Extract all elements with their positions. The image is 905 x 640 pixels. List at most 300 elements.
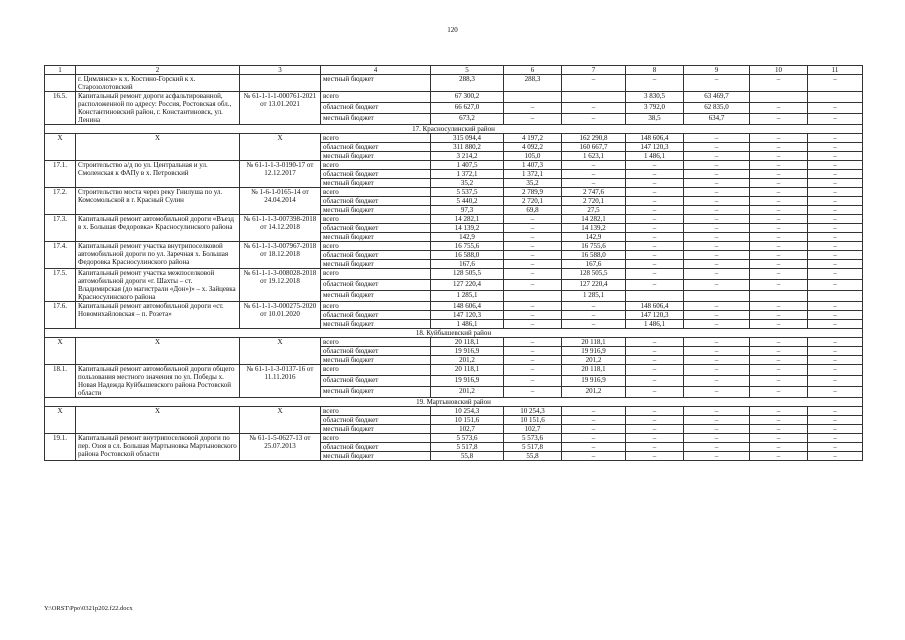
value-cell: – bbox=[504, 224, 562, 233]
value-cell: – bbox=[684, 443, 750, 452]
value-cell: – bbox=[626, 443, 684, 452]
value-cell: – bbox=[750, 114, 808, 125]
value-cell: – bbox=[808, 233, 863, 242]
funding-source-cell: областной бюджет bbox=[321, 416, 431, 425]
value-cell: 67 300,2 bbox=[431, 92, 504, 103]
value-cell: – bbox=[626, 251, 684, 260]
value-cell: 102,7 bbox=[504, 425, 562, 434]
value-cell: – bbox=[504, 260, 562, 269]
value-cell: 1 372,1 bbox=[504, 170, 562, 179]
value-cell: 38,5 bbox=[626, 114, 684, 125]
value-cell: – bbox=[626, 161, 684, 170]
funding-source-cell: местный бюджет bbox=[321, 233, 431, 242]
value-cell: – bbox=[808, 302, 863, 311]
value-cell: – bbox=[504, 347, 562, 356]
value-cell: – bbox=[562, 452, 626, 461]
funding-source-cell: всего bbox=[321, 215, 431, 224]
funding-source-cell: местный бюджет bbox=[321, 206, 431, 215]
value-cell: 66 627,0 bbox=[431, 103, 504, 114]
object-name-cell: Капитальный ремонт автомобильной дороги «Въезд в х. Большая Федоровка» Красносулинского района bbox=[76, 215, 240, 242]
funding-source-cell: областной бюджет bbox=[321, 224, 431, 233]
value-cell: – bbox=[626, 269, 684, 280]
funding-source-cell: местный бюджет bbox=[321, 320, 431, 329]
column-number-cell: 10 bbox=[750, 66, 808, 75]
value-cell: – bbox=[684, 152, 750, 161]
value-cell: 19 916,9 bbox=[562, 347, 626, 356]
value-cell: – bbox=[750, 452, 808, 461]
value-cell: 20 118,1 bbox=[431, 338, 504, 347]
funding-source-cell: местный бюджет bbox=[321, 291, 431, 302]
value-cell: – bbox=[626, 215, 684, 224]
value-cell: 127 220,4 bbox=[562, 280, 626, 291]
funding-source-cell: местный бюджет bbox=[321, 260, 431, 269]
value-cell: – bbox=[504, 320, 562, 329]
column-number-cell: 4 bbox=[321, 66, 431, 75]
value-cell: – bbox=[504, 280, 562, 291]
value-cell: 55,8 bbox=[504, 452, 562, 461]
column-number-cell: 8 bbox=[626, 66, 684, 75]
value-cell: – bbox=[808, 425, 863, 434]
value-cell: 3 792,0 bbox=[626, 103, 684, 114]
value-cell: – bbox=[684, 188, 750, 197]
value-cell: – bbox=[684, 387, 750, 398]
value-cell: – bbox=[750, 338, 808, 347]
value-cell: 148 606,4 bbox=[626, 134, 684, 143]
value-cell: – bbox=[562, 416, 626, 425]
value-cell: – bbox=[626, 224, 684, 233]
value-cell: – bbox=[684, 280, 750, 291]
value-cell: – bbox=[750, 347, 808, 356]
value-cell: – bbox=[684, 376, 750, 387]
value-cell: – bbox=[684, 170, 750, 179]
item-number-cell bbox=[45, 75, 76, 92]
value-cell: – bbox=[808, 320, 863, 329]
value-cell: – bbox=[750, 224, 808, 233]
value-cell: – bbox=[808, 347, 863, 356]
table-row bbox=[45, 75, 863, 92]
value-cell: 128 505,5 bbox=[562, 269, 626, 280]
value-cell: 673,2 bbox=[431, 114, 504, 125]
value-cell: 1 372,1 bbox=[431, 170, 504, 179]
value-cell: – bbox=[808, 338, 863, 347]
document-number-cell: Х bbox=[240, 134, 321, 161]
value-cell: – bbox=[684, 179, 750, 188]
funding-source-cell: всего bbox=[321, 188, 431, 197]
value-cell bbox=[562, 92, 626, 103]
value-cell: – bbox=[808, 434, 863, 443]
funding-source-cell: областной бюджет bbox=[321, 443, 431, 452]
value-cell: – bbox=[504, 269, 562, 280]
section-title: 19. Мартыновский район bbox=[45, 398, 863, 407]
value-cell: 147 120,3 bbox=[431, 311, 504, 320]
document-number-cell: Х bbox=[240, 338, 321, 365]
item-number-cell: 17.2. bbox=[45, 188, 76, 215]
value-cell bbox=[750, 291, 808, 302]
value-cell: 69,8 bbox=[504, 206, 562, 215]
value-cell: – bbox=[626, 233, 684, 242]
value-cell: 10 151,6 bbox=[504, 416, 562, 425]
item-number-cell: 17.6. bbox=[45, 302, 76, 329]
value-cell: – bbox=[750, 206, 808, 215]
value-cell: – bbox=[808, 443, 863, 452]
header-row bbox=[45, 66, 863, 75]
value-cell: – bbox=[504, 376, 562, 387]
value-cell: – bbox=[562, 302, 626, 311]
item-number-cell: 18.1. bbox=[45, 365, 76, 398]
value-cell: 35,2 bbox=[504, 179, 562, 188]
column-number-cell: 5 bbox=[431, 66, 504, 75]
value-cell: 1 486,1 bbox=[626, 320, 684, 329]
value-cell: – bbox=[808, 103, 863, 114]
value-cell: 311 880,2 bbox=[431, 143, 504, 152]
funding-source-cell: всего bbox=[321, 407, 431, 416]
value-cell: – bbox=[808, 376, 863, 387]
value-cell: – bbox=[808, 188, 863, 197]
value-cell: – bbox=[750, 161, 808, 170]
object-name-cell: Х bbox=[76, 407, 240, 434]
column-number-cell: 2 bbox=[76, 66, 240, 75]
value-cell: – bbox=[808, 251, 863, 260]
value-cell: 5 517,8 bbox=[431, 443, 504, 452]
value-cell: – bbox=[750, 302, 808, 311]
value-cell: – bbox=[684, 338, 750, 347]
value-cell: 167,6 bbox=[562, 260, 626, 269]
value-cell: 14 139,2 bbox=[562, 224, 626, 233]
value-cell: – bbox=[562, 311, 626, 320]
value-cell: – bbox=[684, 407, 750, 416]
footer-file-path: Y:\ORST\Ppo\0321p202.f22.docx bbox=[44, 605, 133, 612]
value-cell: 5 573,6 bbox=[431, 434, 504, 443]
value-cell: – bbox=[750, 425, 808, 434]
value-cell: – bbox=[808, 269, 863, 280]
table-row bbox=[45, 407, 863, 416]
value-cell: – bbox=[808, 206, 863, 215]
value-cell: 55,8 bbox=[431, 452, 504, 461]
value-cell: – bbox=[504, 311, 562, 320]
value-cell: – bbox=[808, 311, 863, 320]
value-cell: – bbox=[504, 114, 562, 125]
value-cell: – bbox=[808, 387, 863, 398]
object-name-cell: Х bbox=[76, 134, 240, 161]
value-cell: 162 290,8 bbox=[562, 134, 626, 143]
value-cell: – bbox=[562, 407, 626, 416]
section-row bbox=[45, 398, 863, 407]
value-cell: 2 747,6 bbox=[562, 188, 626, 197]
value-cell: 20 118,1 bbox=[431, 365, 504, 376]
value-cell: – bbox=[808, 170, 863, 179]
value-cell: 201,2 bbox=[562, 356, 626, 365]
value-cell: 148 606,4 bbox=[626, 302, 684, 311]
value-cell: – bbox=[626, 179, 684, 188]
value-cell: – bbox=[626, 188, 684, 197]
value-cell: 14 282,1 bbox=[431, 215, 504, 224]
item-number-cell: Х bbox=[45, 338, 76, 365]
value-cell: – bbox=[626, 387, 684, 398]
funding-source-cell: всего bbox=[321, 302, 431, 311]
column-number-cell: 6 bbox=[504, 66, 562, 75]
document-number-cell: № 61-1-1-3-0137-16 от 11.11.2016 bbox=[240, 365, 321, 398]
funding-source-cell: всего bbox=[321, 92, 431, 103]
value-cell: – bbox=[808, 215, 863, 224]
table-row bbox=[45, 188, 863, 197]
value-cell: – bbox=[808, 280, 863, 291]
value-cell: – bbox=[626, 416, 684, 425]
value-cell: – bbox=[750, 197, 808, 206]
value-cell: – bbox=[562, 434, 626, 443]
value-cell: 315 094,4 bbox=[431, 134, 504, 143]
value-cell: – bbox=[808, 260, 863, 269]
funding-source-cell: всего bbox=[321, 434, 431, 443]
value-cell: 160 667,7 bbox=[562, 143, 626, 152]
value-cell: – bbox=[626, 75, 684, 92]
value-cell: – bbox=[750, 188, 808, 197]
value-cell: 5 440,2 bbox=[431, 197, 504, 206]
value-cell: – bbox=[808, 197, 863, 206]
value-cell: – bbox=[684, 215, 750, 224]
value-cell: 147 120,3 bbox=[626, 143, 684, 152]
value-cell bbox=[808, 291, 863, 302]
value-cell: – bbox=[626, 280, 684, 291]
value-cell: – bbox=[626, 452, 684, 461]
document-number-cell: № 61-1-1-1-000761-2021 от 13.01.2021 bbox=[240, 92, 321, 125]
value-cell: – bbox=[562, 320, 626, 329]
value-cell: – bbox=[808, 75, 863, 92]
value-cell: 16 755,6 bbox=[431, 242, 504, 251]
value-cell: – bbox=[750, 387, 808, 398]
column-number-cell: 3 bbox=[240, 66, 321, 75]
value-cell: 4 197,2 bbox=[504, 134, 562, 143]
item-number-cell: 19.1. bbox=[45, 434, 76, 461]
value-cell: 142,9 bbox=[431, 233, 504, 242]
item-number-cell: 17.1. bbox=[45, 161, 76, 188]
funding-source-cell: всего bbox=[321, 338, 431, 347]
value-cell bbox=[808, 92, 863, 103]
funding-source-cell: всего bbox=[321, 161, 431, 170]
value-cell: – bbox=[808, 452, 863, 461]
value-cell: – bbox=[684, 311, 750, 320]
value-cell: – bbox=[562, 114, 626, 125]
column-number-cell: 9 bbox=[684, 66, 750, 75]
object-name-cell: Капитальный ремонт участка внутрипоселковой автомобильной дороги по ул. Заречная х. Большая Федоровка Красносулинского района bbox=[76, 242, 240, 269]
page-number: 120 bbox=[447, 26, 458, 34]
value-cell: – bbox=[626, 206, 684, 215]
value-cell: – bbox=[626, 407, 684, 416]
value-cell: 1 407,5 bbox=[431, 161, 504, 170]
funding-source-cell: всего bbox=[321, 134, 431, 143]
table-row bbox=[45, 434, 863, 443]
value-cell: 1 623,1 bbox=[562, 152, 626, 161]
object-name-cell: Капитальный ремонт автомобильной дороги общего пользования местного значения по ул. Победы х. Новая Надежда Куйбышевского района Ростовской области bbox=[76, 365, 240, 398]
funding-source-cell: местный бюджет bbox=[321, 179, 431, 188]
value-cell: – bbox=[684, 425, 750, 434]
value-cell: – bbox=[684, 134, 750, 143]
value-cell: 16 755,6 bbox=[562, 242, 626, 251]
value-cell: 27,5 bbox=[562, 206, 626, 215]
value-cell: – bbox=[750, 215, 808, 224]
value-cell: 147 120,3 bbox=[626, 311, 684, 320]
value-cell: – bbox=[684, 197, 750, 206]
value-cell: 201,2 bbox=[562, 387, 626, 398]
value-cell: – bbox=[808, 179, 863, 188]
value-cell: – bbox=[750, 269, 808, 280]
value-cell: – bbox=[562, 425, 626, 434]
value-cell: – bbox=[626, 434, 684, 443]
document-number-cell: Х bbox=[240, 407, 321, 434]
value-cell: – bbox=[504, 302, 562, 311]
value-cell: – bbox=[808, 416, 863, 425]
value-cell: – bbox=[562, 161, 626, 170]
document-number-cell: № 61-1-1-3-000275-2020 от 10.01.2020 bbox=[240, 302, 321, 329]
column-number-cell: 1 bbox=[45, 66, 76, 75]
value-cell: 148 606,4 bbox=[431, 302, 504, 311]
value-cell: – bbox=[808, 161, 863, 170]
value-cell: 19 916,9 bbox=[431, 376, 504, 387]
document-number-cell: № 61-1-1-3-007967-2018 от 18.12.2018 bbox=[240, 242, 321, 269]
funding-source-cell: местный бюджет bbox=[321, 425, 431, 434]
value-cell: – bbox=[684, 251, 750, 260]
value-cell: – bbox=[750, 170, 808, 179]
value-cell: 35,2 bbox=[431, 179, 504, 188]
table-row bbox=[45, 242, 863, 251]
item-number-cell: Х bbox=[45, 407, 76, 434]
value-cell: – bbox=[808, 143, 863, 152]
table-row bbox=[45, 134, 863, 143]
value-cell: – bbox=[504, 356, 562, 365]
object-name-cell: г. Цимлянск» к х. Костино-Горский к х. Старозолотовский bbox=[76, 75, 240, 92]
value-cell: 2 789,9 bbox=[504, 188, 562, 197]
funding-source-cell: местный бюджет bbox=[321, 152, 431, 161]
value-cell: – bbox=[504, 103, 562, 114]
value-cell: 5 517,8 bbox=[504, 443, 562, 452]
object-name-cell: Капитальный ремонт внутрипоселковой дороги по пер. Озоя в сл. Большая Мартыновка Мартыновского района Ростовской области bbox=[76, 434, 240, 461]
value-cell bbox=[504, 92, 562, 103]
item-number-cell: 17.5. bbox=[45, 269, 76, 302]
value-cell: – bbox=[504, 387, 562, 398]
value-cell: – bbox=[684, 224, 750, 233]
object-name-cell: Капитальный ремонт автомобильной дороги «ст. Новомихайловская – п. Розета» bbox=[76, 302, 240, 329]
value-cell: 14 139,2 bbox=[431, 224, 504, 233]
funding-source-cell: областной бюджет bbox=[321, 251, 431, 260]
value-cell: 10 151,6 bbox=[431, 416, 504, 425]
value-cell: – bbox=[626, 376, 684, 387]
value-cell bbox=[504, 291, 562, 302]
value-cell: 1 285,1 bbox=[562, 291, 626, 302]
document-number-cell: № 61-1-1-3-008028-2018 от 19.12.2018 bbox=[240, 269, 321, 302]
value-cell: 105,0 bbox=[504, 152, 562, 161]
value-cell: – bbox=[750, 134, 808, 143]
funding-source-cell: областной бюджет bbox=[321, 103, 431, 114]
value-cell: – bbox=[750, 356, 808, 365]
value-cell: 127 220,4 bbox=[431, 280, 504, 291]
value-cell: 288,3 bbox=[431, 75, 504, 92]
value-cell: 2 720,1 bbox=[562, 197, 626, 206]
value-cell: – bbox=[750, 242, 808, 251]
value-cell: – bbox=[684, 206, 750, 215]
value-cell bbox=[626, 291, 684, 302]
value-cell: – bbox=[626, 242, 684, 251]
object-name-cell: Строительство а/д по ул. Центральная и ул. Смоленская к ФАПу в х. Петровский bbox=[76, 161, 240, 188]
value-cell: – bbox=[684, 242, 750, 251]
value-cell: – bbox=[684, 416, 750, 425]
value-cell: – bbox=[626, 347, 684, 356]
value-cell: – bbox=[684, 347, 750, 356]
value-cell: 1 285,1 bbox=[431, 291, 504, 302]
value-cell: – bbox=[684, 260, 750, 269]
item-number-cell: 17.4. bbox=[45, 242, 76, 269]
column-number-cell: 11 bbox=[808, 66, 863, 75]
funding-source-cell: областной бюджет bbox=[321, 170, 431, 179]
budget-table bbox=[44, 65, 863, 461]
value-cell: – bbox=[750, 251, 808, 260]
value-cell: 5 573,6 bbox=[504, 434, 562, 443]
value-cell: 19 916,9 bbox=[431, 347, 504, 356]
value-cell: – bbox=[562, 103, 626, 114]
document-number-cell: № 1-6-1-0165-14 от 24.04.2014 bbox=[240, 188, 321, 215]
value-cell: 288,3 bbox=[504, 75, 562, 92]
value-cell: 16 588,0 bbox=[562, 251, 626, 260]
value-cell: – bbox=[626, 425, 684, 434]
object-name-cell: Капитальный ремонт участка межпоселковой автомобильной дороги «г. Шахты – ст. Владимирская (до магистрали «Дон»)» – х. Зайцевка Красносулинского района bbox=[76, 269, 240, 302]
value-cell: – bbox=[504, 251, 562, 260]
value-cell: 3 830,5 bbox=[626, 92, 684, 103]
value-cell: – bbox=[750, 365, 808, 376]
value-cell: 20 118,1 bbox=[562, 365, 626, 376]
value-cell: – bbox=[808, 134, 863, 143]
funding-source-cell: местный бюджет bbox=[321, 114, 431, 125]
value-cell: 10 254,3 bbox=[504, 407, 562, 416]
section-title: 17. Красносулинский район bbox=[45, 125, 863, 134]
value-cell: – bbox=[626, 260, 684, 269]
value-cell: – bbox=[684, 320, 750, 329]
value-cell: – bbox=[808, 242, 863, 251]
item-number-cell: 16.5. bbox=[45, 92, 76, 125]
funding-source-cell: местный бюджет bbox=[321, 75, 431, 92]
document-number-cell: № 61-1-1-3-007398-2018 от 14.12.2018 bbox=[240, 215, 321, 242]
value-cell: – bbox=[684, 452, 750, 461]
value-cell: – bbox=[750, 376, 808, 387]
value-cell: 63 469,7 bbox=[684, 92, 750, 103]
value-cell: – bbox=[504, 242, 562, 251]
document-number-cell: № 61-1-5-0627-13 от 25.07.2013 bbox=[240, 434, 321, 461]
section-row bbox=[45, 125, 863, 134]
value-cell: 62 835,0 bbox=[684, 103, 750, 114]
value-cell: – bbox=[626, 197, 684, 206]
value-cell bbox=[684, 291, 750, 302]
table-row bbox=[45, 302, 863, 311]
funding-source-cell: местный бюджет bbox=[321, 387, 431, 398]
value-cell: 102,7 bbox=[431, 425, 504, 434]
funding-source-cell: местный бюджет bbox=[321, 452, 431, 461]
value-cell: – bbox=[750, 75, 808, 92]
value-cell: – bbox=[626, 338, 684, 347]
value-cell bbox=[750, 92, 808, 103]
value-cell: – bbox=[684, 365, 750, 376]
object-name-cell: Капитальный ремонт дороги асфальтированной, расположенной по адресу: Россия, Ростовская обл., Константиновский район, г. Константиновск, ул. Ленина bbox=[76, 92, 240, 125]
value-cell: – bbox=[808, 114, 863, 125]
value-cell: – bbox=[808, 365, 863, 376]
value-cell: – bbox=[808, 356, 863, 365]
value-cell: 2 720,1 bbox=[504, 197, 562, 206]
item-number-cell: 17.3. bbox=[45, 215, 76, 242]
value-cell: 167,6 bbox=[431, 260, 504, 269]
funding-source-cell: местный бюджет bbox=[321, 356, 431, 365]
value-cell: – bbox=[626, 365, 684, 376]
value-cell: 10 254,3 bbox=[431, 407, 504, 416]
value-cell: – bbox=[750, 143, 808, 152]
value-cell: – bbox=[684, 75, 750, 92]
object-name-cell: Х bbox=[76, 338, 240, 365]
value-cell: 16 588,0 bbox=[431, 251, 504, 260]
